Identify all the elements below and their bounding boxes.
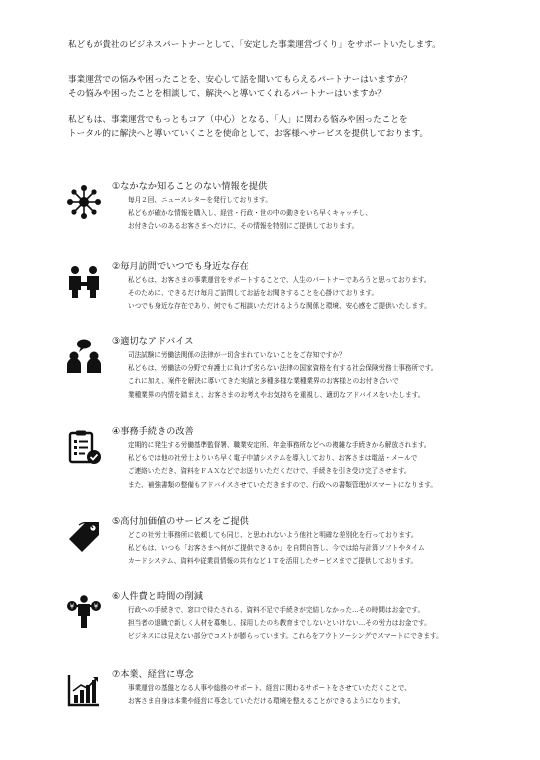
service-line: ご連絡いただき、資料をＦＡＸなどでお送りいただくだけで、手続きを引き受け完了させます。 — [128, 467, 411, 476]
intro-question-2: その悩みや困ったことを相談して、解決へと導いてくれるパートナーはいますか？ — [68, 89, 386, 99]
service-line: 担当者の退職で新しく人材を募集し、採用したのち教育までしないといけない…その労力はお金です。 — [128, 619, 431, 628]
service-line: 私どもは、お客さまの事業運営をサポートすることで、人生のパートナーであろうと思っております。 — [128, 276, 431, 284]
service-line: 私どもは、労働法の分野で弁護士に負けず劣らない法律の国家資格を有する社会保険労務士事務所です。 — [128, 364, 438, 373]
service-line: ビジネスには見えない部分でコストが膨らっています。これらをアウトソーシングでスマートにできます。 — [128, 632, 443, 641]
svg-text:¥: ¥ — [69, 602, 75, 611]
service-line: カードシステム、資料や従業員情報の共有など１Ｔを活用したサービスまでご提供しております。 — [128, 557, 418, 566]
service-line: 私どもでは他の社労士よりいち早く電子申請システムを導入しており、お客さまは電話・メールで — [128, 454, 418, 463]
service-item-advice — [64, 335, 514, 405]
intro-mission-2: トータル的に解決へと導いていくことを使命として、お客様へサービスを提供しております。 — [68, 129, 429, 139]
service-description — [128, 682, 411, 708]
service-line: どこの社労士事務所に依頼しても同じ、と思われないよう他社と明確な差別化を行っております。 — [128, 531, 418, 539]
intro-lead-text: 私どもが貴社のビジネスパートナーとして、「安定した事業運営づくり」をサポートいたします。 — [68, 40, 441, 50]
service-line: 私どもが確かな情報を購入し、経営・行政・世の中の動きをいち早くキャッチし、 — [128, 209, 372, 218]
money-person-icon — [66, 594, 102, 630]
service-line: これに加え、案件を解決に導いてきた実績と多種多様な業種業界のお客様とのお付き合いで — [128, 377, 399, 386]
service-item-monthly-visit — [64, 260, 514, 330]
service-line: 司法試験に労働法関係の法律が一切含まれていないことをご存知ですか？ — [128, 351, 346, 359]
service-title: ③適切なアドバイス — [112, 336, 194, 347]
service-line: 業種業界の内情を踏まえ、お客さまのお考えやお気持ちを重視し、適切なアドバイスをいたします。 — [128, 390, 425, 399]
svg-text:¥: ¥ — [93, 602, 99, 611]
service-line: 毎月２回、ニュースレターを発行しております。 — [128, 196, 272, 204]
service-title: ②毎月訪問でいつでも身近な存在 — [112, 261, 249, 272]
service-item-information — [64, 180, 514, 250]
meeting-icon — [66, 264, 102, 300]
service-item-high-value — [64, 515, 514, 585]
price-tag-icon — [66, 519, 102, 555]
service-item-focus-business — [64, 668, 514, 738]
service-line: 事業運営の基盤となる人事や総務のサポート、経営に関わるサポートをさせていただくことで、 — [128, 684, 411, 692]
service-title: ⑦本業、経営に専念 — [112, 669, 194, 680]
clipboard-check-icon — [66, 429, 102, 465]
service-line: お付き合いのあるお客さまへだけに、その情報を特別にご提供しております。 — [128, 222, 359, 231]
service-item-cost-reduction — [64, 590, 514, 660]
service-line: 行政への手続きで、窓口で待たされる、資料不足で手続きが完結しなかった…その時間はお金です。 — [128, 606, 425, 614]
service-description — [128, 194, 372, 234]
service-title: ⑤高付加価値のサービスをご提供 — [112, 516, 249, 527]
service-item-paperwork — [64, 425, 514, 495]
intro-lead — [68, 38, 508, 52]
network-icon — [66, 184, 102, 220]
growth-chart-icon — [66, 672, 102, 708]
service-description — [128, 349, 437, 402]
service-line: そのために、できるだけ毎月ご訪問してお話をお聞きすることを心掛けております。 — [128, 289, 379, 298]
intro-question-1: 事業運営での悩みや困ったことを、安心して話を聞いてもらえるパートナーはいますか？ — [68, 75, 412, 85]
service-line: また、補強書類の整備もアドバイスさせていただきますので、行政への書類管理がスマートになります。 — [128, 480, 437, 489]
service-title: ④事務手続きの改善 — [112, 426, 194, 437]
service-description — [128, 274, 431, 314]
intro-questions — [68, 73, 508, 101]
service-title: ⑥人件費と時間の削減 — [112, 591, 203, 602]
intro-mission — [68, 113, 508, 141]
service-line: お客さま自身は本業や経営に専念していただける環境を整えることができるようになります。 — [128, 697, 405, 706]
advice-icon — [66, 339, 102, 375]
service-line: 私どもは、いつも「お客さまへ何がご提供できるか」を自問自答し、今では給与計算ソフトやタイム — [128, 544, 425, 553]
service-description — [128, 439, 437, 492]
service-title: ①なかなか知ることのない情報を提供 — [112, 181, 268, 192]
service-line: 定期的に発生する労働基準監督署、職業安定所、年金事務所などへの複雑な手続きから解放されます。 — [128, 441, 431, 449]
service-description — [128, 604, 443, 644]
service-line: いつでも身近な存在であり、何でもご相談いただけるような関係と環境、安心感をご提供いたします。 — [128, 302, 431, 311]
service-description — [128, 529, 425, 569]
intro-mission-1: 私どもは、事業運営でもっともコア（中心）となる、「人」に関わる悩みや困ったことを — [68, 115, 408, 125]
